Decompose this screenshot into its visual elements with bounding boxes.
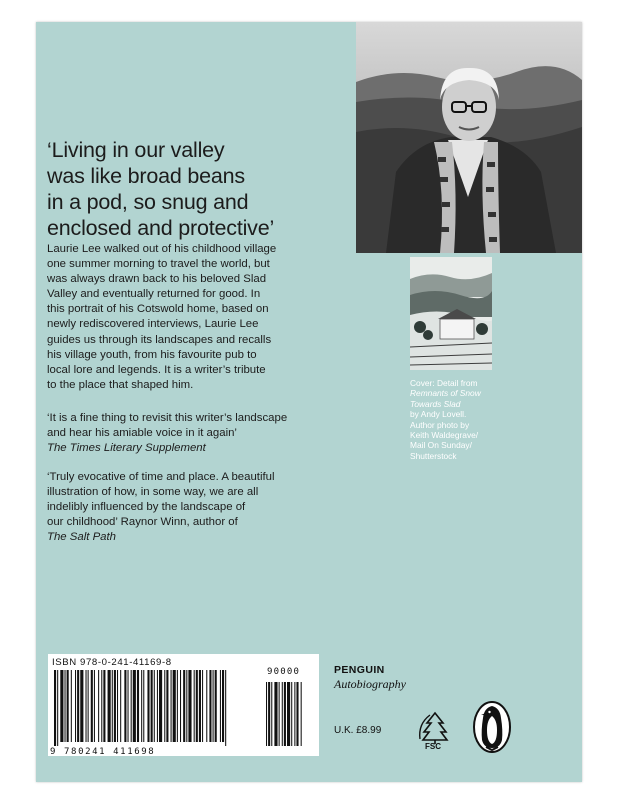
barcode-bar <box>114 670 116 742</box>
barcode-addon-bar <box>266 682 267 746</box>
barcode-bar <box>128 670 129 742</box>
series-name: Autobiography <box>334 677 406 691</box>
review-line: ‘Truly evocative of time and place. A beautiful <box>47 471 275 483</box>
barcode-bar <box>157 670 158 742</box>
credits-line: Cover: Detail from <box>410 378 478 388</box>
barcode-bar <box>75 670 76 742</box>
barcode-bar <box>133 670 136 742</box>
barcode-addon-bar <box>284 682 286 746</box>
barcode-bar <box>180 670 181 742</box>
review-line: ‘It is a fine thing to revisit this writer’s landscape <box>47 412 288 424</box>
barcode-bar <box>183 670 185 742</box>
review-raynor-winn <box>47 470 347 545</box>
barcode-bar <box>196 670 198 742</box>
credits-line: Keith Waldegrave/ <box>410 430 479 441</box>
barcode-addon-bar <box>282 682 283 746</box>
barcode-bar <box>186 670 187 742</box>
barcode-bar <box>171 670 172 742</box>
barcode-addon-bar <box>271 682 272 746</box>
barcode-bar <box>88 670 89 742</box>
credits-line: Author photo by <box>410 419 470 430</box>
cover-artwork <box>410 257 492 370</box>
barcode-addon-bar <box>268 682 270 746</box>
blurb-line: was always drawn back to his beloved Slad <box>47 273 267 286</box>
barcode-bar <box>213 670 214 742</box>
blurb-line: one summer morning to travel the world, but <box>47 258 270 271</box>
barcode-bar <box>164 670 165 742</box>
barcode-addon-bar <box>287 682 290 746</box>
barcode-bar <box>103 670 105 742</box>
review-source: The Salt Path <box>47 531 117 544</box>
barcode-bar <box>159 670 162 742</box>
cover-credits <box>410 378 510 461</box>
barcode-bar <box>188 670 191 742</box>
pull-quote <box>47 137 337 241</box>
review-line: and hear his amiable voice in it again’ <box>47 427 237 440</box>
barcode-bar <box>199 670 201 742</box>
blurb-line: this portrait of his Cotswold home, based on <box>47 303 269 316</box>
barcode-digits: 9 780241 411698 <box>50 747 156 757</box>
barcode-bar <box>71 670 72 742</box>
barcode-bar <box>143 670 144 742</box>
barcode-addon-bar <box>279 682 280 746</box>
review-line: illustration of how, in some way, we are all <box>47 486 259 499</box>
penguin-logo-icon <box>472 700 512 754</box>
barcode-bar <box>154 670 155 742</box>
barcode-bar <box>194 670 195 742</box>
barcode-bar <box>177 670 178 742</box>
barcode-addon-digits: 90000 <box>267 667 301 677</box>
blurb-line: to the place that shaped him. <box>47 378 194 391</box>
barcode-bar <box>151 670 153 742</box>
credits-line: by Andy Lovell. <box>410 409 467 420</box>
quote-line: ‘Living in our valley <box>47 138 225 162</box>
barcode-addon-bar <box>294 682 295 746</box>
barcode-addon-bar <box>296 682 298 746</box>
credits-title: Towards Slad <box>410 398 461 409</box>
barcode-bar <box>101 670 102 742</box>
barcode-bar <box>108 670 111 742</box>
fsc-logo-icon <box>416 709 454 749</box>
barcode-bar <box>225 670 226 746</box>
barcode-bar <box>131 670 132 742</box>
review-line: indelibly influenced by the landscape of <box>47 501 246 514</box>
svg-text:FSC: FSC <box>425 742 441 749</box>
barcode-bar <box>222 670 224 742</box>
author-photo <box>356 22 582 253</box>
barcode-bar <box>137 670 139 742</box>
barcode-bar <box>202 670 203 742</box>
quote-line: enclosed and protective’ <box>47 216 275 240</box>
credits-line: Mail On Sunday/ <box>410 440 472 451</box>
barcode <box>52 670 314 748</box>
barcode-addon-bar <box>291 682 292 746</box>
barcode-bar <box>94 670 95 742</box>
barcode-bar <box>215 670 217 742</box>
review-tls <box>47 411 347 456</box>
price: U.K. £8.99 <box>334 725 382 736</box>
credits-line: Shutterstock <box>410 450 457 461</box>
barcode-bar <box>124 670 126 742</box>
barcode-bar <box>141 670 142 742</box>
publisher-name: PENGUIN <box>334 664 385 676</box>
barcode-bar <box>206 670 207 742</box>
barcode-bar <box>91 670 93 742</box>
review-line: our childhood’ Raynor Winn, author of <box>47 516 238 529</box>
barcode-bar <box>60 670 63 742</box>
blurb-line: his village youth, from his favourite pub to <box>47 348 257 361</box>
blurb-line: guides us through its landscapes and recalls <box>47 333 272 346</box>
barcode-bar <box>166 670 168 742</box>
barcode-bar <box>117 670 118 742</box>
quote-line: in a pod, so snug and <box>47 190 249 214</box>
barcode-bar <box>67 670 69 742</box>
blurb-line: Laurie Lee walked out of his childhood village <box>47 243 277 255</box>
isbn-label: ISBN 978-0-241-41169-8 <box>52 657 172 668</box>
blurb-line: Valley and eventually returned for good. In <box>47 288 261 301</box>
book-blurb <box>47 242 339 393</box>
barcode-bar <box>86 670 87 742</box>
barcode-bar <box>220 670 221 742</box>
barcode-bar <box>147 670 149 742</box>
barcode-bar <box>112 670 113 742</box>
review-source: The Times Literary Supplement <box>47 442 206 455</box>
barcode-bar <box>54 670 56 746</box>
barcode-bar <box>57 670 58 746</box>
barcode-bar <box>173 670 176 742</box>
barcode-bar <box>80 670 83 742</box>
barcode-addon-bar <box>274 682 277 746</box>
credits-title: Remnants of Snow <box>410 388 481 399</box>
blurb-line: local lore and legends. It is a writer’s tribute <box>47 363 266 376</box>
quote-line: was like broad beans <box>47 164 245 188</box>
blurb-line: newly rediscovered interviews, Laurie Lee <box>47 318 259 331</box>
barcode-addon-bar <box>301 682 302 746</box>
barcode-bar <box>77 670 79 742</box>
barcode-bar <box>209 670 211 742</box>
barcode-bar <box>98 670 99 742</box>
barcode-bar <box>120 670 121 742</box>
barcode-bar <box>65 670 66 742</box>
